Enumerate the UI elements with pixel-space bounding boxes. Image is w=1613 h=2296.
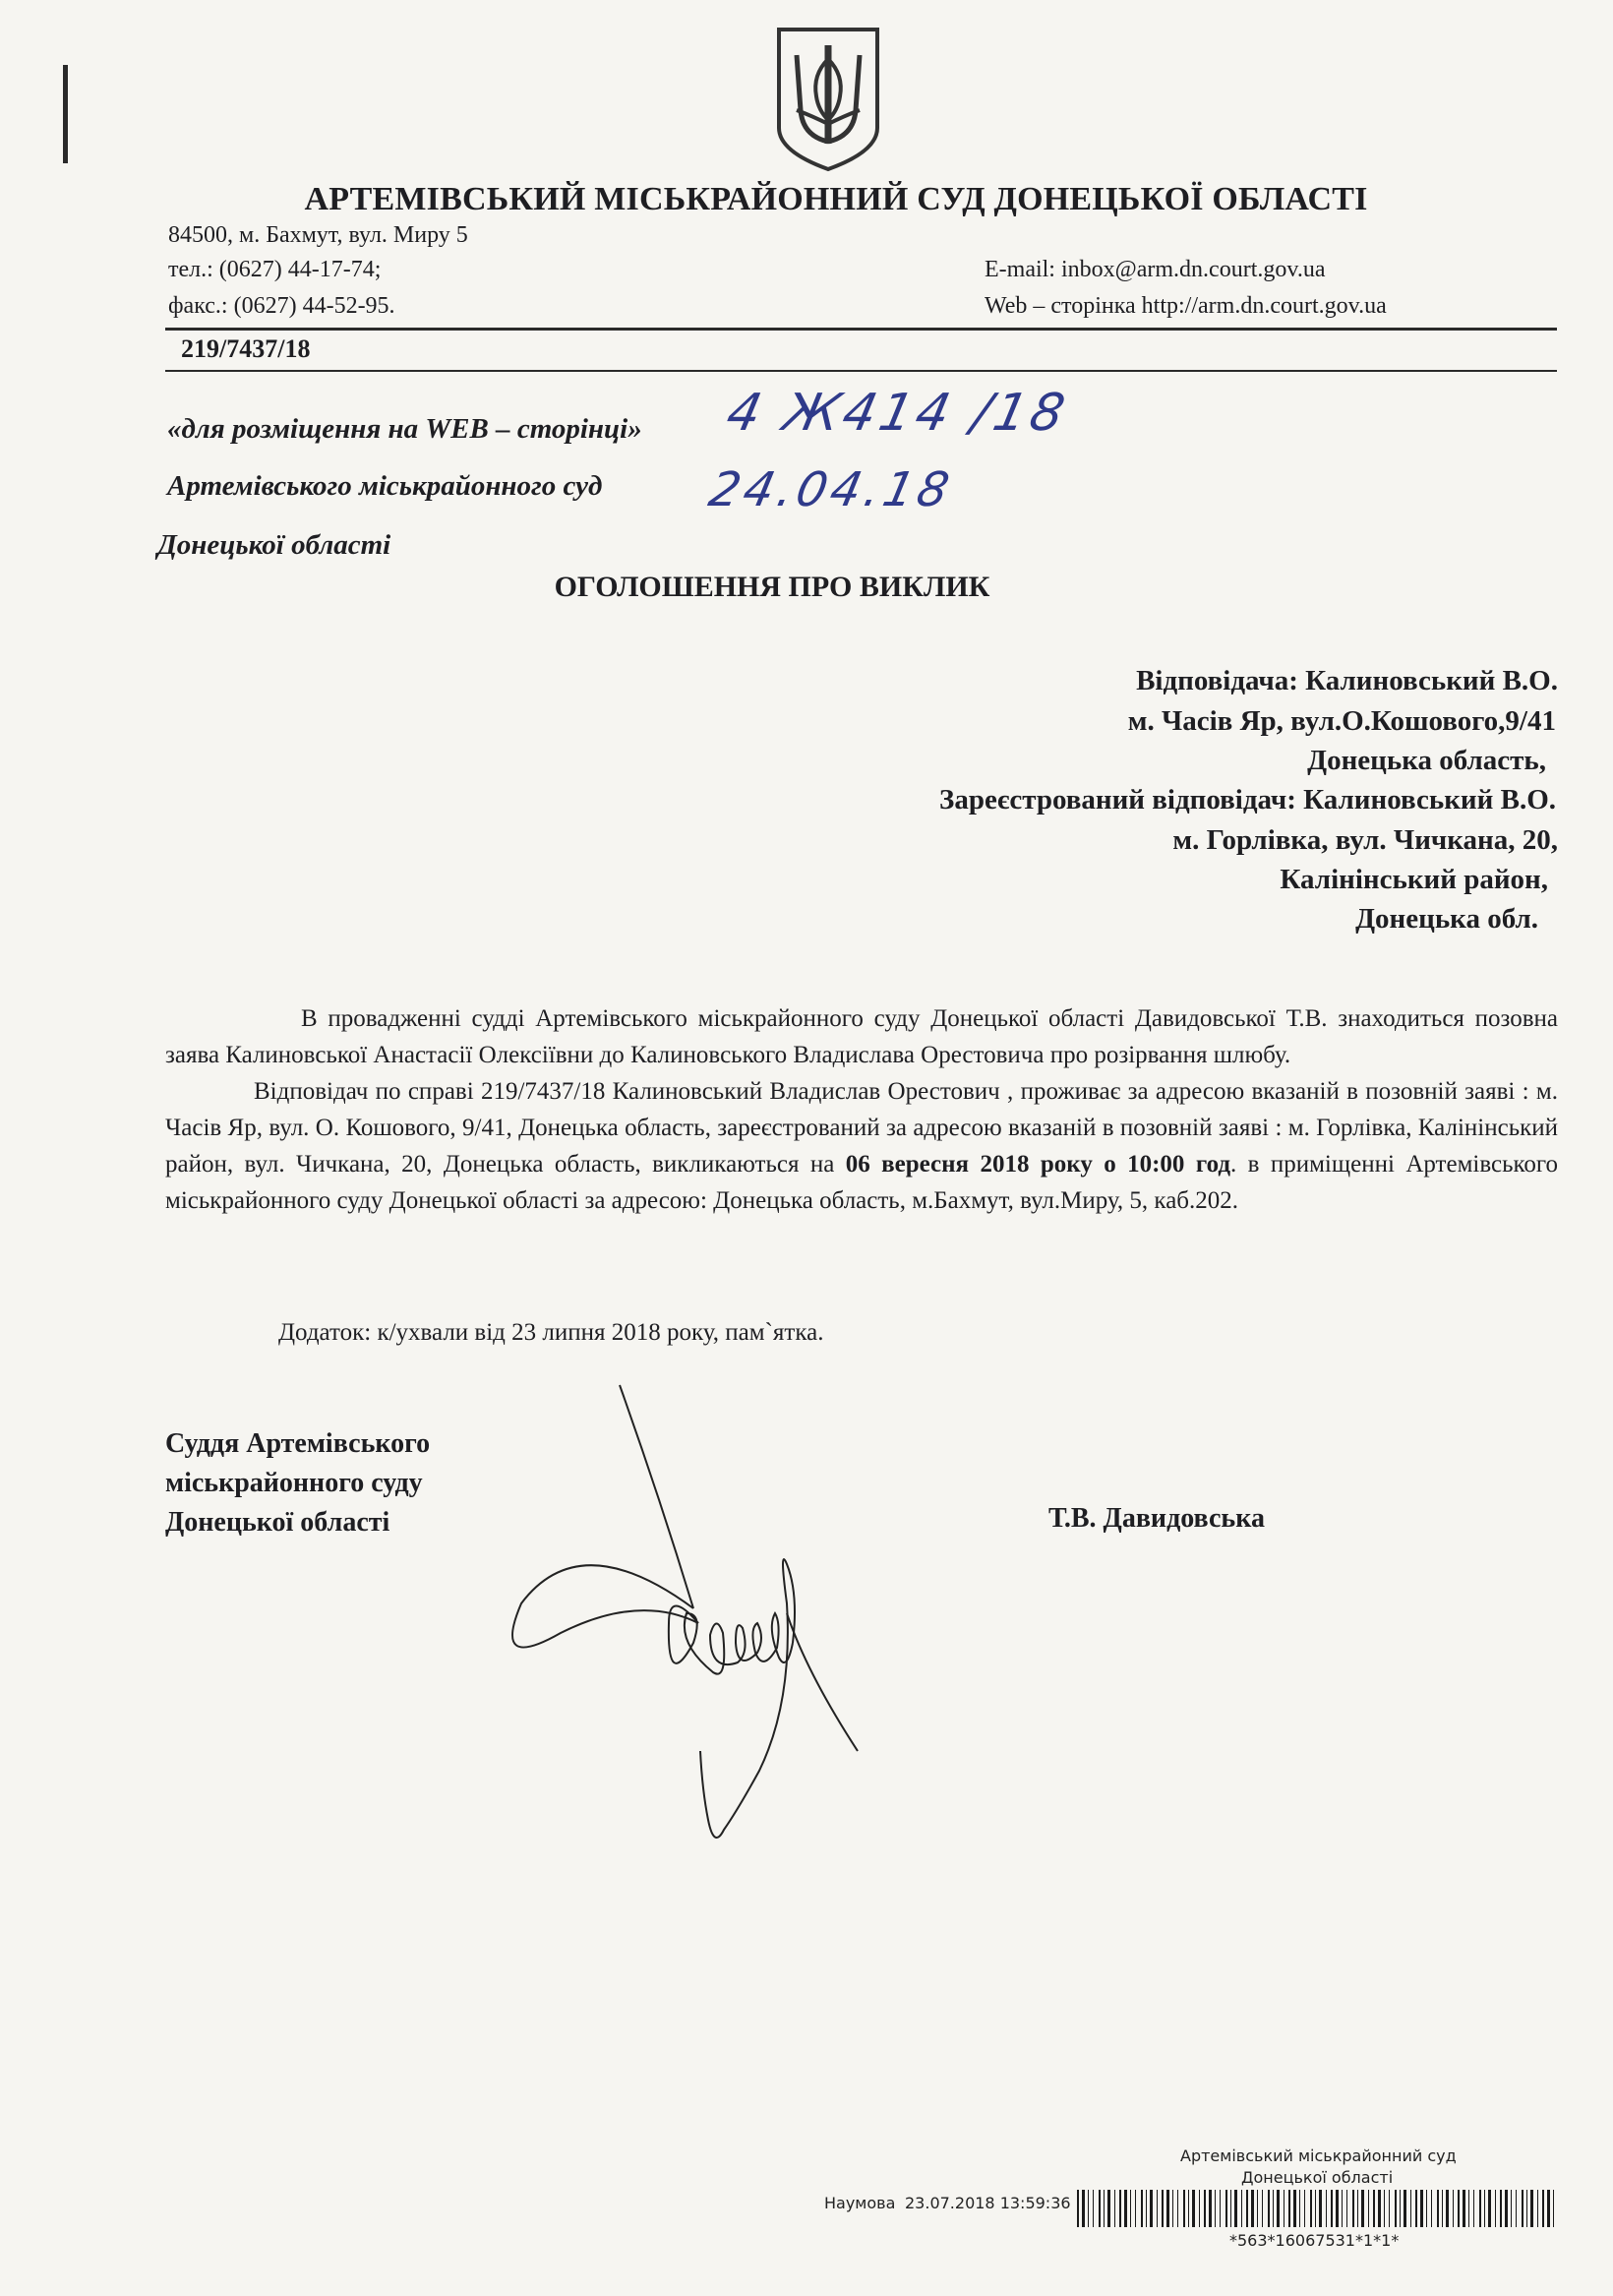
- judge-title-line: Донецької області: [165, 1507, 390, 1538]
- scan-edge-mark: [63, 65, 68, 163]
- notice-body: [165, 1000, 1558, 1219]
- barcode-text: *563*16067531*1*1*: [1229, 2231, 1400, 2250]
- paragraph-2-text: Відповідач по справі 219/7437/18 Калиновський Владислав Орестович , проживає за адресою вказаній в позовній заяві : м. Часів Яр, вул. О. Кошового, 9/41, Донецька область, зареєстрований за адресою вказаній в позовній заяві : м. Горлівка, Калінінський район, вул. Чичкана, 20, Донецька область, викликаються на: [165, 1078, 1558, 1178]
- placement-line-1: «для розміщення на WEB – сторінці»: [167, 413, 642, 445]
- judge-title-line: міськрайонного суду: [165, 1468, 423, 1498]
- handwritten-registration-number: 4 Ж414 /18: [721, 384, 1074, 443]
- header-rule-top: [165, 328, 1557, 331]
- court-website: Web – сторінка http://arm.dn.court.gov.ua: [985, 293, 1387, 319]
- court-phone: тел.: (0627) 44-17-74;: [168, 257, 382, 282]
- judge-title-line: Суддя Артемівського: [165, 1428, 431, 1459]
- barcode: [1077, 2190, 1559, 2227]
- placement-line-3: Донецької області: [157, 529, 391, 561]
- court-fax: факс.: (0627) 44-52-95.: [168, 293, 395, 319]
- paragraph-2-ending: . в приміщенні Артемівського міськрайонного суду Донецької області за адресою: Донецька область, м.Бахмут, вул.Миру, 5, каб.202.: [165, 1151, 1559, 1214]
- court-email: E-mail: inbox@arm.dn.court.gov.ua: [985, 257, 1326, 282]
- handwritten-date: 24.04.18: [704, 462, 958, 517]
- judge-title-block: [165, 1424, 430, 1542]
- document-title: ОГОЛОШЕННЯ ПРО ВИКЛИК: [554, 571, 990, 603]
- registry-stamp-datetime: 23.07.2018 13:59:36: [905, 2194, 1071, 2212]
- addressee-line: м. Горлівка, вул. Чичкана, 20,: [1172, 824, 1558, 856]
- handwritten-signature: [492, 1377, 905, 1889]
- hearing-date: 06 вересня 2018 року о 10:00 год: [845, 1151, 1230, 1178]
- addressee-line: Відповідача: Калиновський В.О.: [1136, 665, 1558, 696]
- header-rule-bottom: [165, 370, 1557, 372]
- addressee-line: Донецька обл.: [1355, 903, 1538, 935]
- annex-note: Додаток: к/ухвали від 23 липня 2018 року, пам`ятка.: [278, 1319, 824, 1346]
- court-name: АРТЕМІВСЬКИЙ МІСЬКРАЙОННИЙ СУД ДОНЕЦЬКОЇ ОБЛАСТІ: [304, 181, 1368, 217]
- addressee-line: Донецька область,: [1307, 745, 1546, 776]
- addressee-line: Калінінський район,: [1280, 864, 1548, 895]
- notice-paragraph-2: [165, 1073, 1558, 1219]
- addressee-line: м. Часів Яр, вул.О.Кошового,9/41: [1127, 705, 1556, 737]
- court-address: 84500, м. Бахмут, вул. Миру 5: [168, 222, 468, 248]
- registry-stamp-registrar: Наумова: [824, 2194, 896, 2212]
- case-number: 219/7437/18: [181, 334, 311, 363]
- judge-name: Т.В. Давидовська: [1048, 1503, 1265, 1534]
- registry-stamp-org: Артемівський міськрайонний суд: [1180, 2146, 1457, 2165]
- trident-emblem-icon: [773, 26, 883, 173]
- registry-stamp-region: Донецької області: [1241, 2168, 1394, 2187]
- notice-paragraph-1: В провадженні судді Артемівського міськрайонного суду Донецької області Давидовської Т.В. знаходиться позовна заява Калиновської Анастасії Олексіївни до Калиновського Владислава Орестовича про розірвання шлюбу.: [165, 1005, 1558, 1068]
- placement-line-2: Артемівського міськрайонного суд: [167, 470, 603, 502]
- addressee-line: Зареєстрований відповідач: Калиновський В.О.: [939, 784, 1556, 816]
